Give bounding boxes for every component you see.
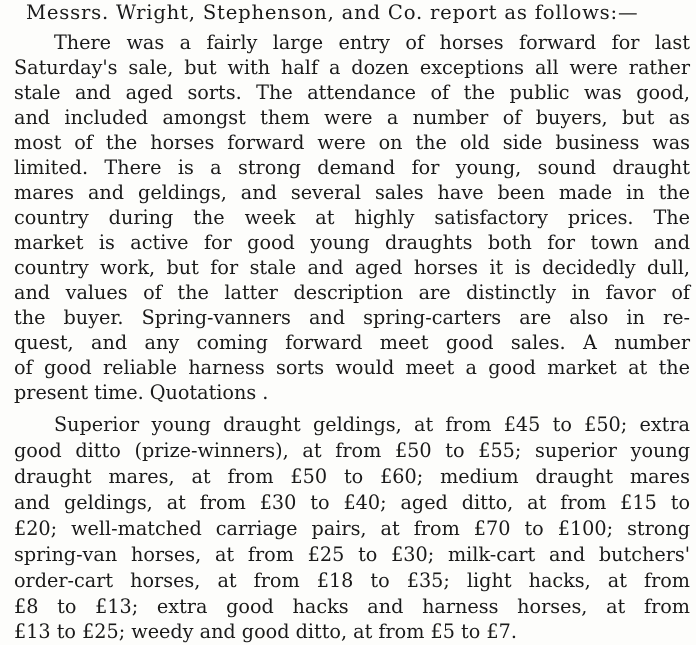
text-line: and geldings, at from £30 to £40; aged ditto, at from £15 to: [14, 491, 690, 514]
text-line: £20; well-matched carriage pairs, at from £70 to £100; strong: [14, 517, 690, 540]
text-line: draught mares, at from £50 to £60; medium draught mares: [14, 465, 690, 488]
text-line: stale and aged sorts. The attendance of the public was good,: [14, 81, 690, 104]
text-line: good ditto (prize-winners), at from £50 to £55; superior young: [14, 439, 690, 462]
text-line: limited. There is a strong demand for young, sound draught: [14, 156, 690, 179]
text-line: market is active for good young draughts both for town and: [14, 231, 690, 254]
text-line: country work, but for stale and aged horses it is decidedly dull,: [14, 256, 690, 279]
text-line: country during the week at highly satisfactory prices. The: [14, 206, 690, 229]
text-line: Saturday's sale, but with half a dozen exceptions all were rather: [14, 56, 690, 79]
text-line: present time. Quotations .: [14, 381, 269, 404]
report-heading: Messrs. Wright, Stephenson, and Co. report as follows:—: [26, 1, 639, 24]
text-line: order-cart horses, at from £18 to £35; light hacks, at from: [14, 569, 690, 592]
text-line: £13 to £25; weedy and good ditto, at from £5 to £7.: [14, 620, 517, 643]
text-line: and values of the latter description are distinctly in favor of: [14, 281, 690, 304]
text-line: most of the horses forward were on the old side business was: [14, 131, 690, 154]
text-line: the buyer. Spring-vanners and spring-carters are also in re-: [14, 306, 690, 329]
text-line: There was a fairly large entry of horses forward for last: [54, 31, 690, 54]
text-line: Superior young draught geldings, at from £45 to £50; extra: [54, 413, 690, 436]
text-line: quest, and any coming forward meet good sales. A number: [14, 331, 690, 354]
text-line: £8 to £13; extra good hacks and harness horses, at from: [14, 595, 690, 618]
text-line: of good reliable harness sorts would meet a good market at the: [14, 356, 690, 379]
text-line: mares and geldings, and several sales have been made in the: [14, 181, 690, 204]
text-line: spring-van horses, at from £25 to £30; milk-cart and butchers': [14, 543, 690, 566]
text-line: and included amongst them were a number of buyers, but as: [14, 106, 690, 129]
